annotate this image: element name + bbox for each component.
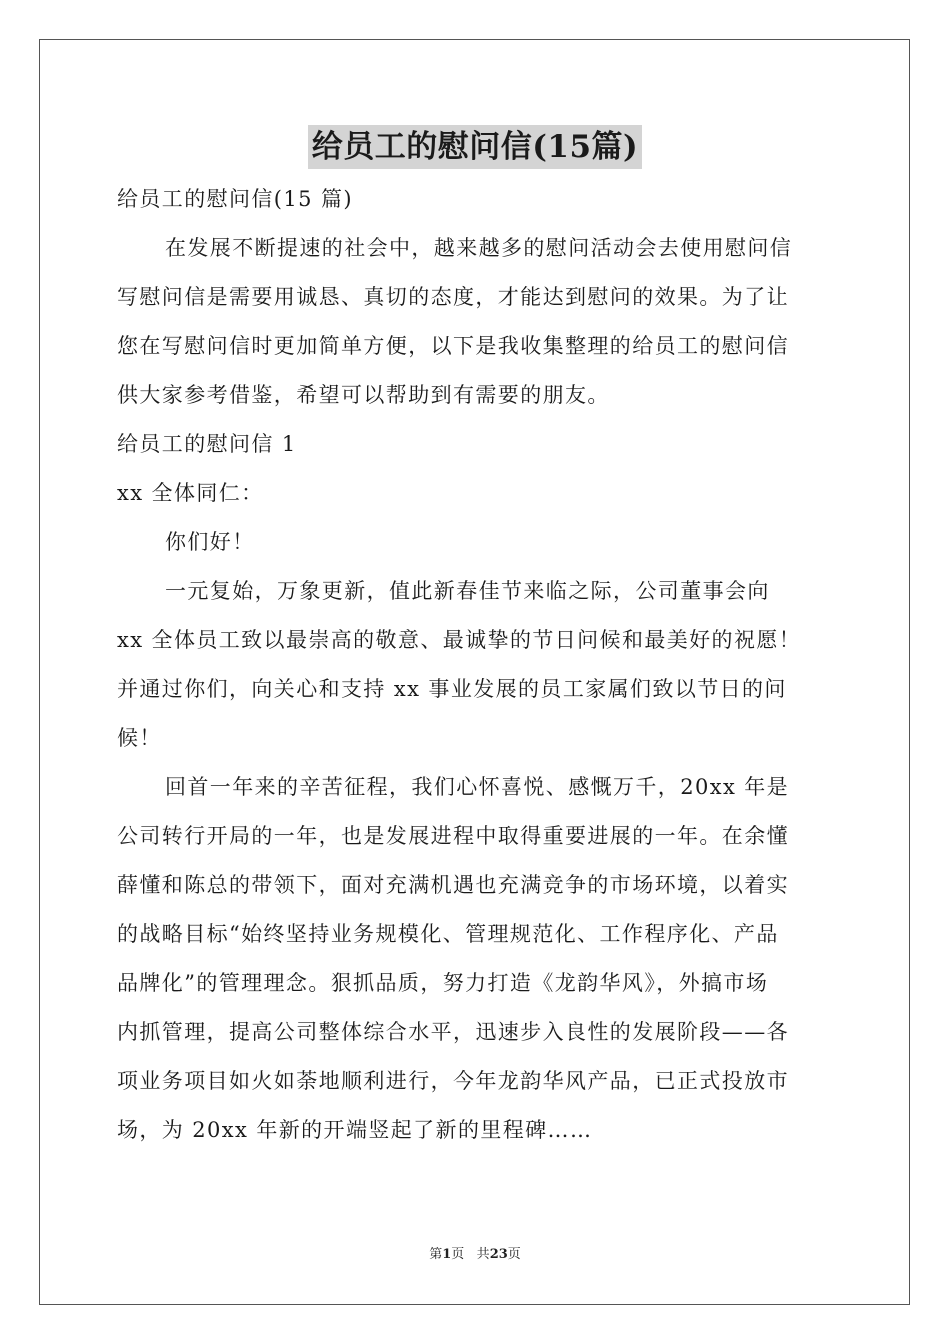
document-body bbox=[117, 175, 837, 1155]
page-footer bbox=[0, 1243, 950, 1262]
page-number: 1 bbox=[442, 1247, 452, 1262]
body-line: 写慰问信是需要用诚恳、真切的态度，才能达到慰问的效果。为了让 bbox=[117, 285, 789, 309]
document-title: 给员工的慰问信(15篇) bbox=[308, 125, 642, 169]
body-line: 场，为 20xx 年新的开端竖起了新的里程碑…… bbox=[117, 1118, 593, 1142]
body-line: 供大家参考借鉴，希望可以帮助到有需要的朋友。 bbox=[117, 383, 610, 407]
body-line: 你们好！ bbox=[165, 530, 255, 554]
body-line: 给员工的慰问信 1 bbox=[117, 432, 297, 456]
body-line: 回首一年来的辛苦征程，我们心怀喜悦、感慨万千，20xx 年是 bbox=[165, 775, 790, 799]
page-prefix: 第 bbox=[429, 1247, 443, 1262]
total-pages: 23 bbox=[489, 1247, 508, 1262]
body-line: 内抓管理，提高公司整体综合水平，迅速步入良性的发展阶段——各 bbox=[117, 1020, 789, 1044]
body-line: 在发展不断提速的社会中，越来越多的慰问活动会去使用慰问信 bbox=[165, 236, 793, 260]
body-line: 给员工的慰问信(15 篇) bbox=[117, 187, 353, 211]
body-line: 您在写慰问信时更加简单方便，以下是我收集整理的给员工的慰问信 bbox=[117, 334, 789, 358]
body-line: 公司转行开局的一年，也是发展进程中取得重要进展的一年。在余懂 bbox=[117, 824, 789, 848]
body-line: xx 全体员工致以最崇高的敬意、最诚挚的节日问候和最美好的祝愿！ bbox=[117, 628, 802, 652]
body-line: 品牌化”的管理理念。狠抓品质，努力打造《龙韵华风》，外搞市场 bbox=[117, 971, 769, 995]
total-prefix: 共 bbox=[476, 1247, 490, 1262]
body-line: 并通过你们，向关心和支持 xx 事业发展的员工家属们致以节日的问 bbox=[117, 677, 787, 701]
page-suffix: 页 bbox=[451, 1247, 465, 1262]
body-line: 候！ bbox=[117, 726, 162, 750]
body-line: 一元复始，万象更新，值此新春佳节来临之际，公司董事会向 bbox=[165, 579, 770, 603]
body-line: xx 全体同仁： bbox=[117, 481, 264, 505]
total-suffix: 页 bbox=[507, 1247, 521, 1262]
body-line: 的战略目标“始终坚持业务规模化、管理规范化、工作程序化、产品 bbox=[117, 922, 779, 946]
body-line: 项业务项目如火如荼地顺利进行，今年龙韵华风产品，已正式投放市 bbox=[117, 1069, 789, 1093]
title-container bbox=[0, 125, 950, 169]
body-line: 薛懂和陈总的带领下，面对充满机遇也充满竞争的市场环境，以着实 bbox=[117, 873, 789, 897]
